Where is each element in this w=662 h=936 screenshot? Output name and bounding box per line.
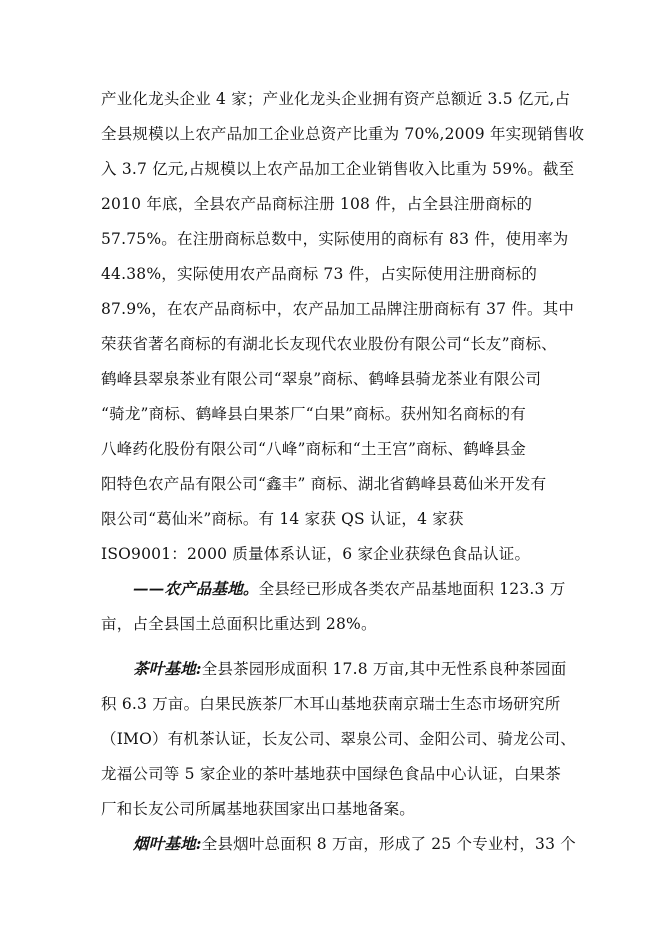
section-heading-tea: 茶叶基地: — [133, 659, 202, 678]
paragraph-line: 积 6.3 万亩。白果民族茶厂木耳山基地获南京瑞士生态市场研究所 — [101, 695, 561, 713]
paragraph-line: 全县规模以上农产品加工企业总资产比重为 70%,2009 年实现销售收 — [101, 125, 585, 143]
paragraph-line: ISO9001：2000 质量体系认证，6 家企业获绿色食品认证。 — [101, 545, 531, 563]
section-heading-tobacco: 烟叶基地: — [133, 834, 202, 853]
paragraph-line: “骑龙”商标、鹤峰县白果茶厂“白果”商标。获州知名商标的有 — [101, 405, 526, 423]
section-text: 全县经已形成各类农产品基地面积 123.3 万 — [258, 580, 566, 598]
paragraph-line: 亩，占全县国土总面积比重达到 28%。 — [101, 615, 377, 633]
paragraph-line: 87.9%，在农产品商标中，农产品加工品牌注册商标有 37 件。其中 — [101, 300, 575, 318]
section-heading-agri-base: ——农产品基地。 — [133, 579, 259, 598]
paragraph-line: 入 3.7 亿元,占规模以上农产品加工企业销售收入比重为 59%。截至 — [101, 160, 575, 178]
paragraph-line: 产业化龙头企业 4 家；产业化龙头企业拥有资产总额近 3.5 亿元,占 — [101, 90, 571, 108]
paragraph-line: 57.75%。在注册商标总数中，实际使用的商标有 83 件，使用率为 — [101, 230, 569, 248]
paragraph-line: 厂和长友公司所属基地获国家出口基地备案。 — [101, 800, 416, 818]
paragraph-line: 龙福公司等 5 家企业的茶叶基地获中国绿色食品中心认证，白果茶 — [101, 765, 561, 783]
paragraph-line: 八峰药化股份有限公司“八峰”商标和“土王宫”商标、鹤峰县金 — [101, 440, 526, 458]
section-tea-base — [133, 659, 566, 679]
section-text: 全县烟叶总面积 8 万亩，形成了 25 个专业村，33 个 — [201, 835, 576, 853]
section-tobacco-base — [133, 834, 576, 854]
paragraph-line: 2010 年底，全县农产品商标注册 108 件，占全县注册商标的 — [101, 195, 533, 213]
paragraph-line: 荣获省著名商标的有湖北长友现代农业股份有限公司“长友”商标、 — [101, 335, 557, 353]
paragraph-line: （IMO）有机茶认证，长友公司、翠泉公司、金阳公司、骑龙公司、 — [101, 730, 576, 748]
section-text: 全县茶园形成面积 17.8 万亩,其中无性系良种茶园面 — [201, 660, 567, 678]
paragraph-line: 鹤峰县翠泉茶业有限公司“翠泉”商标、鹤峰县骑龙茶业有限公司 — [101, 370, 542, 388]
paragraph-line: 限公司“葛仙米”商标。有 14 家获 QS 认证，4 家获 — [101, 510, 464, 528]
paragraph-line: 阳特色农产品有限公司“鑫丰” 商标、湖北省鹤峰县葛仙米开发有 — [101, 475, 547, 493]
paragraph-line: 44.38%，实际使用农产品商标 73 件，占实际使用注册商标的 — [101, 265, 538, 283]
section-agri-base — [133, 579, 565, 599]
